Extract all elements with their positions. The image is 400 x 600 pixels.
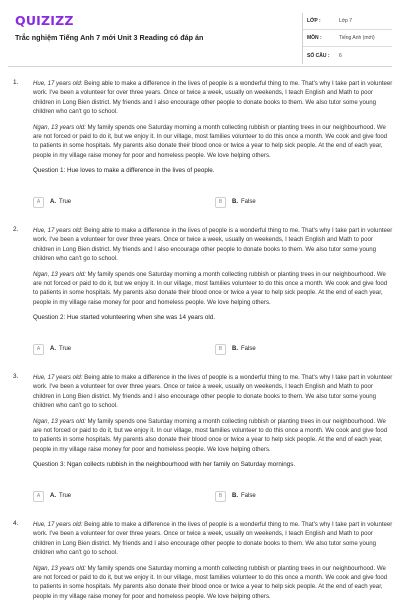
passage-paragraph [33, 79, 393, 117]
passage-paragraph [33, 123, 393, 161]
document-title: Trắc nghiệm Tiếng Anh 7 mới Unit 3 Reading có đáp án [15, 33, 204, 42]
paragraph-text: My family spends one Saturday morning a month collecting rubbish or planting trees in our neighbourhood. We are not forced or paid to do it, but we enjoy it. In our village, most families volunteer to do this once a month. We cook and give food to patients in some hospitals. My parents also donate their blood once or twice a year to help sick people. At the end of each year, people in my village raise money for poor and homeless people. We love helping others. [33, 417, 388, 453]
option-box: A [33, 344, 44, 355]
option-text: True [59, 346, 72, 352]
paragraph-text: Being able to make a difference in the lives of people is a wonderful thing to me. That's why I take part in volunteer work. I've been a volunteer for over three years. Once or twice a week, usually on weekends, I teach English and Math to poor children in Long Bien district. My friends and I also encourage other people to donate books to them. We also tutor some young children who can't go to school. [33, 227, 393, 263]
paragraph-text: My family spends one Saturday morning a month collecting rubbish or planting trees in our neighbourhood. We are not forced or paid to do it, but we enjoy it. In our village, most families volunteer to do this once a month. We cook and give food to patients in some hospitals. My parents also donate their blood once or twice a year to help sick people. At the end of each year, people in my village raise money for poor and homeless people. We love helping others. [33, 564, 388, 600]
question-number: 4. [13, 520, 19, 527]
question-item [0, 223, 400, 370]
option-letter: B. [232, 346, 238, 352]
meta-label: LỚP : [307, 18, 321, 24]
paragraph-text: My family spends one Saturday morning a month collecting rubbish or planting trees in our neighbourhood. We are not forced or paid to do it, but we enjoy it. In our village, most families volunteer to do this once a month. We cook and give food to patients in some hospitals. My parents also donate their blood once or twice a year to help sick people. At the end of each year, people in my village raise money for poor and homeless people. We love helping others. [33, 270, 388, 306]
question-body [33, 79, 393, 175]
question-body [33, 226, 393, 322]
meta-label: SỐ CÂU : [307, 52, 330, 59]
question-item [0, 517, 400, 600]
option-letter: B. [232, 199, 238, 205]
speaker-name: Ngan, 13 years old: [33, 417, 86, 425]
option-a[interactable] [33, 196, 71, 208]
question-number: 2. [13, 226, 19, 233]
passage-paragraph [33, 564, 393, 600]
option-a[interactable] [33, 490, 71, 502]
meta-label: MÔN : [307, 35, 322, 41]
option-b[interactable] [215, 343, 256, 355]
option-b[interactable] [215, 196, 256, 208]
speaker-name: Hue, 17 years old: [33, 80, 83, 87]
question-text: Question 3: Ngan collects rubbish in the neighbourhood with her family on Saturday mornings. [33, 461, 296, 469]
option-text: False [241, 493, 256, 499]
option-box: A [33, 491, 44, 502]
speaker-name: Hue, 17 years old: [33, 227, 83, 234]
option-text: True [59, 199, 72, 205]
question-text: Question 2: Hue started volunteering when she was 14 years old. [33, 314, 216, 322]
quizizz-logo: QUIZIZZ [15, 13, 74, 28]
question-body [33, 373, 393, 469]
passage-paragraph [33, 520, 393, 558]
speaker-name: Ngan, 13 years old: [33, 564, 86, 572]
option-text: False [241, 346, 256, 352]
option-letter: A. [50, 493, 56, 499]
header-divider [8, 66, 392, 67]
paragraph-text: Being able to make a difference in the lives of people is a wonderful thing to me. That's why I take part in volunteer work. I've been a volunteer for over three years. Once or twice a week, usually on weekends, I teach English and Math to poor children in Long Bien district. My friends and I also encourage other people to donate books to them. We also tutor some young children who can't go to school. [33, 80, 393, 116]
speaker-name: Hue, 17 years old: [33, 521, 83, 528]
meta-row-grade [303, 13, 392, 30]
document-header [0, 0, 400, 66]
question-item [0, 370, 400, 517]
question-number: 1. [13, 79, 19, 86]
question-list [0, 76, 400, 600]
option-box: A [33, 197, 44, 208]
answer-options [33, 343, 393, 357]
option-text: True [59, 493, 72, 499]
question-number: 3. [13, 373, 19, 380]
meta-row-question-count [303, 47, 392, 64]
passage-paragraph [33, 417, 393, 455]
option-box: B [215, 197, 226, 208]
passage-paragraph [33, 373, 393, 411]
passage-paragraph [33, 226, 393, 264]
option-b[interactable] [215, 490, 256, 502]
question-body [33, 520, 393, 600]
option-letter: A. [50, 199, 56, 205]
option-letter: A. [50, 346, 56, 352]
question-item [0, 76, 400, 223]
speaker-name: Ngan, 13 years old: [33, 270, 86, 278]
speaker-name: Ngan, 13 years old: [33, 123, 86, 131]
option-box: B [215, 491, 226, 502]
meta-value: 6 [339, 52, 342, 59]
option-letter: B. [232, 493, 238, 499]
option-box: B [215, 344, 226, 355]
paragraph-text: Being able to make a difference in the lives of people is a wonderful thing to me. That's why I take part in volunteer work. I've been a volunteer for over three years. Once or twice a week, usually on weekends, I teach English and Math to poor children in Long Bien district. My friends and I also encourage other people to donate books to them. We also tutor some young children who can't go to school. [33, 521, 393, 557]
paragraph-text: Being able to make a difference in the lives of people is a wonderful thing to me. That's why I take part in volunteer work. I've been a volunteer for over three years. Once or twice a week, usually on weekends, I teach English and Math to poor children in Long Bien district. My friends and I also encourage other people to donate books to them. We also tutor some young children who can't go to school. [33, 374, 393, 410]
option-text: False [241, 199, 256, 205]
answer-options [33, 490, 393, 504]
option-a[interactable] [33, 343, 71, 355]
paragraph-text: My family spends one Saturday morning a month collecting rubbish or planting trees in our neighbourhood. We are not forced or paid to do it, but we enjoy it. In our village, most families volunteer to do this once a month. We cook and give food to patients in some hospitals. My parents also donate their blood once or twice a year to help sick people. At the end of each year, people in my village raise money for poor and homeless people. We love helping others. [33, 123, 388, 159]
meta-value: Lớp 7 [339, 18, 353, 24]
answer-options [33, 196, 393, 210]
meta-row-subject [303, 30, 392, 47]
passage-paragraph [33, 270, 393, 308]
meta-info-box [302, 13, 392, 64]
speaker-name: Hue, 17 years old: [33, 374, 83, 381]
meta-value: Tiếng Anh (mới) [339, 35, 375, 41]
question-text: Question 1: Hue loves to make a difference in the lives of people. [33, 167, 215, 175]
